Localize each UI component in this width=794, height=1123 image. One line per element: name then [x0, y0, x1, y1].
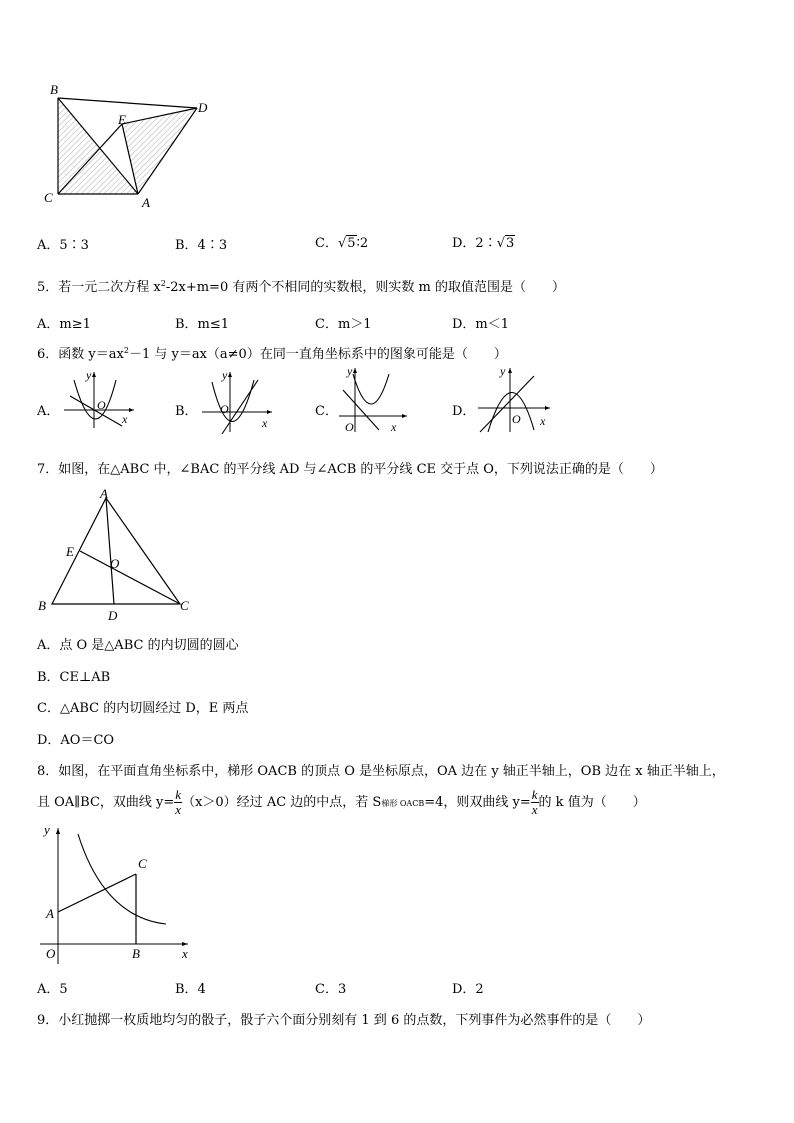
- q9-stem: 9．小红抛掷一枚质地均匀的骰子，骰子六个面分别刻有 1 到 6 的点数，下列事件为必然事件的是（ ）: [37, 1013, 651, 1028]
- q4-shaded-aed: [122, 108, 197, 194]
- q6-graph-c[interactable]: [335, 364, 415, 434]
- q7-label-d: D: [108, 608, 118, 623]
- q4-label-b: B: [50, 82, 58, 97]
- q6d-x-label: x: [540, 414, 546, 428]
- q6-option-b[interactable]: B．: [175, 404, 198, 419]
- q6d-o-label: O: [512, 412, 521, 426]
- q8-stem-line2: [37, 788, 646, 817]
- q4-label-d: D: [198, 100, 208, 115]
- q4-label-e: E: [118, 112, 126, 127]
- sqrt-icon: √5: [337, 236, 356, 251]
- q8-stem-l2-d: 的 k 值为（ ）: [538, 795, 646, 810]
- q8-option-b[interactable]: B．4: [175, 982, 206, 997]
- q8-stem-line1: 8．如图，在平面直角坐标系中，梯形 OACB 的顶点 O 是坐标原点，OA 边在 y 轴正半轴上，OB 边在 x 轴正半轴上，: [37, 764, 725, 779]
- q4-option-c[interactable]: [315, 232, 368, 251]
- q4-option-d-prefix: D．2∶: [452, 236, 497, 251]
- q6b-y-label: y: [222, 368, 228, 382]
- q6b-o-label: O: [220, 402, 229, 416]
- q8-stem-l2-a: 且 OA∥BC，双曲线 y=: [37, 795, 175, 810]
- q6c-o-label: O: [345, 420, 354, 434]
- q8-frac2-den: x: [531, 802, 538, 817]
- q6-stem-sup: 2: [123, 346, 129, 355]
- q7-figure: [34, 486, 204, 626]
- q7-label-o: O: [110, 556, 120, 571]
- q7-label-c: C: [180, 598, 189, 613]
- q8-stem-l2-b: （x＞0）经过 AC 边的中点，若 S: [182, 795, 382, 810]
- q8-label-y: y: [44, 822, 50, 837]
- q5-stem: [37, 276, 565, 295]
- q6-option-a[interactable]: A．: [37, 404, 60, 419]
- q6-graph-a[interactable]: [60, 368, 140, 432]
- q8-label-a: A: [46, 906, 54, 921]
- q8-stem-l2-sub: 梯形 OACB: [381, 799, 425, 808]
- q6c-x-label: x: [391, 420, 397, 434]
- q6a-y-label: y: [86, 368, 92, 382]
- q7-option-d[interactable]: D．AO＝CO: [37, 733, 115, 748]
- q8-stem-l2-c: =4，则双曲线 y=: [424, 795, 531, 810]
- sqrt-icon: √3: [496, 236, 515, 251]
- q8-label-x: x: [182, 946, 188, 961]
- q4-option-a[interactable]: A．5∶3: [37, 238, 89, 253]
- q7-option-a[interactable]: A．点 O 是△ABC 的内切圆的圆心: [37, 638, 239, 653]
- q5-option-d[interactable]: D．m＜1: [452, 317, 510, 332]
- q5-stem-sup: 2: [160, 279, 166, 288]
- q6a-x-label: x: [122, 412, 128, 426]
- q8-frac1-num: k: [175, 787, 182, 802]
- q4-label-a: A: [142, 195, 150, 210]
- q6-graph-b[interactable]: [198, 368, 278, 436]
- q8-option-d[interactable]: D．2: [452, 982, 484, 997]
- q6-stem-b: －1 与 y＝ax（a≠0）在同一直角坐标系中的图象可能是（ ）: [128, 347, 507, 362]
- q8-fraction-2: [531, 788, 539, 817]
- q8-frac2-num: k: [531, 787, 538, 802]
- q4-option-d[interactable]: [452, 232, 515, 251]
- q7-option-c[interactable]: C．△ABC 的内切圆经过 D，E 两点: [37, 701, 249, 716]
- q5-option-a[interactable]: A．m≥1: [37, 317, 91, 332]
- q4-option-c-suffix: ∶2: [356, 236, 369, 251]
- q5-option-c[interactable]: C．m＞1: [315, 317, 372, 332]
- q4-option-c-prefix: C．: [315, 236, 338, 251]
- q6b-x-label: x: [262, 416, 268, 430]
- q4-label-c: C: [44, 190, 53, 205]
- q8-option-c[interactable]: C．3: [315, 982, 347, 997]
- q8-label-c: C: [138, 856, 147, 871]
- q6d-y-label: y: [500, 364, 506, 378]
- q7-stem: 7．如图，在△ABC 中，∠BAC 的平分线 AD 与∠ACB 的平分线 CE 交于点 O，下列说法正确的是（ ）: [37, 462, 663, 477]
- q6-option-c[interactable]: C．: [315, 404, 338, 419]
- q8-fraction-1: [174, 788, 182, 817]
- q8-label-b: B: [132, 946, 140, 961]
- q6-graph-d[interactable]: [474, 364, 556, 436]
- q8-option-a[interactable]: A．5: [37, 982, 68, 997]
- q8-label-o: O: [46, 946, 56, 961]
- q6-option-d[interactable]: D．: [452, 404, 476, 419]
- q6-stem-a: 6．函数 y＝ax: [37, 347, 124, 362]
- q8-frac1-den: x: [175, 802, 182, 817]
- q6a-o-label: O: [97, 398, 106, 412]
- q4-option-d-radicand: 3: [506, 236, 515, 251]
- q7-label-b: B: [38, 598, 46, 613]
- q5-stem-a: 5．若一元二次方程 x: [37, 280, 161, 295]
- q4-figure: [40, 82, 220, 212]
- q7-option-b[interactable]: B．CE⊥AB: [37, 670, 111, 685]
- q4-option-b[interactable]: B．4∶3: [175, 238, 228, 253]
- q4-option-c-radicand: 5: [347, 236, 356, 251]
- q6-stem: [37, 343, 507, 362]
- q5-option-b[interactable]: B．m≤1: [175, 317, 230, 332]
- q7-label-e: E: [66, 544, 74, 559]
- q8-figure: [34, 822, 199, 964]
- q5-stem-b: -2x+m=0 有两个不相同的实数根，则实数 m 的取值范围是（ ）: [165, 280, 565, 295]
- q6c-y-label: y: [347, 364, 353, 378]
- q7-label-a: A: [100, 486, 108, 501]
